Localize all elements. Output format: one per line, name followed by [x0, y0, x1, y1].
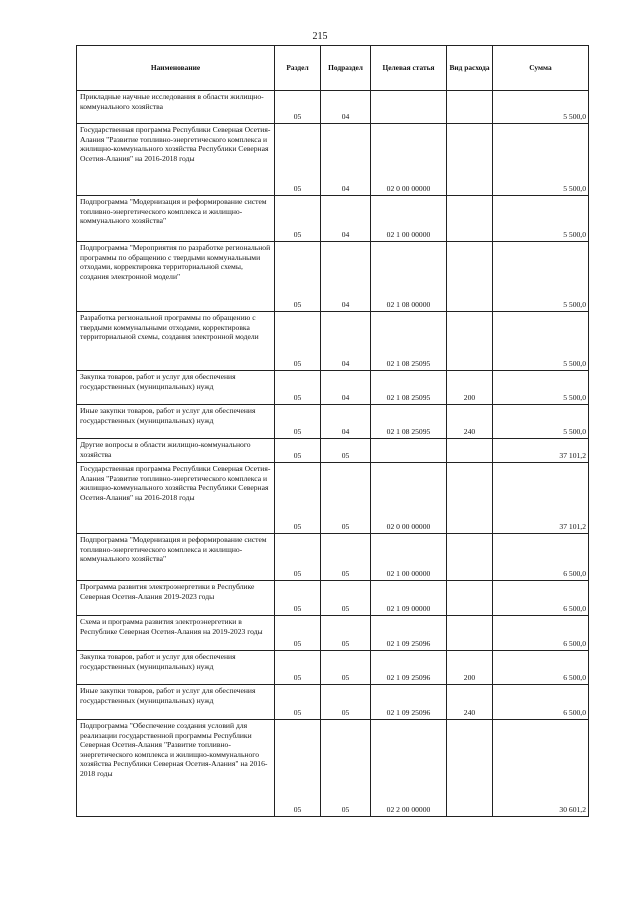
row-sum: 6 500,0 [493, 534, 589, 581]
row-sum: 37 101,2 [493, 439, 589, 463]
row-name: Государственная программа Республики Северная Осетия-Алания "Развитие топливно-энергетического комплекса и жилищно-коммунального хозяйства Республики Северная Осетия-Алания" на 2016-2018 годы [77, 463, 275, 534]
row-subsection: 05 [321, 685, 371, 720]
row-name: Закупка товаров, работ и услуг для обеспечения государственных (муниципальных) нужд [77, 651, 275, 685]
header-sum: Сумма [493, 46, 589, 91]
row-target: 02 1 08 25095 [371, 405, 447, 439]
row-sum: 6 500,0 [493, 616, 589, 651]
table-row [77, 242, 589, 312]
row-target: 02 1 08 00000 [371, 242, 447, 312]
row-sum: 30 601,2 [493, 720, 589, 817]
row-subsection: 05 [321, 534, 371, 581]
row-subsection: 04 [321, 405, 371, 439]
row-name: Подпрограмма "Модернизация и реформирование систем топливно-энергетического комплекса и жилищно-коммунального хозяйства" [77, 196, 275, 242]
row-section: 05 [275, 312, 321, 371]
row-sum: 5 500,0 [493, 405, 589, 439]
row-sum: 6 500,0 [493, 685, 589, 720]
row-name: Другие вопросы в области жилищно-коммунального хозяйства [77, 439, 275, 463]
table-row [77, 463, 589, 534]
row-expense-type: 200 [447, 371, 493, 405]
row-section: 05 [275, 463, 321, 534]
row-name: Подпрограмма "Мероприятия по разработке региональной программы по обращению с твердыми коммунальными отходами, корректировка территориальной схемы, создания электронной модели" [77, 242, 275, 312]
row-sum: 6 500,0 [493, 651, 589, 685]
row-name: Прикладные научные исследования в области жилищно-коммунального хозяйства [77, 91, 275, 124]
row-sum: 5 500,0 [493, 371, 589, 405]
row-expense-type [447, 581, 493, 616]
row-expense-type [447, 312, 493, 371]
row-target [371, 439, 447, 463]
row-expense-type [447, 439, 493, 463]
row-subsection: 05 [321, 651, 371, 685]
row-section: 05 [275, 124, 321, 196]
row-subsection: 05 [321, 439, 371, 463]
table-row [77, 616, 589, 651]
table-row [77, 685, 589, 720]
row-section: 05 [275, 439, 321, 463]
row-name: Программа развития электроэнергетики в Республике Северная Осетия-Алания 2019-2023 годы [77, 581, 275, 616]
row-sum: 5 500,0 [493, 196, 589, 242]
row-name: Иные закупки товаров, работ и услуг для обеспечения государственных (муниципальных) нужд [77, 685, 275, 720]
page-number: 215 [312, 31, 328, 42]
row-section: 05 [275, 196, 321, 242]
row-name: Закупка товаров, работ и услуг для обеспечения государственных (муниципальных) нужд [77, 371, 275, 405]
row-subsection: 05 [321, 616, 371, 651]
row-section: 05 [275, 616, 321, 651]
row-section: 05 [275, 534, 321, 581]
row-sum: 5 500,0 [493, 124, 589, 196]
table-row [77, 91, 589, 124]
row-target: 02 1 09 25096 [371, 651, 447, 685]
row-expense-type [447, 463, 493, 534]
table-row [77, 312, 589, 371]
row-target: 02 1 00 00000 [371, 196, 447, 242]
row-target: 02 0 00 00000 [371, 463, 447, 534]
header-name: Наименование [77, 46, 275, 91]
row-name: Государственная программа Республики Северная Осетия-Алания "Развитие топливно-энергетического комплекса и жилищно-коммунального хозяйства Республики Северная Осетия-Алания" на 2016-2018 годы [77, 124, 275, 196]
row-name: Иные закупки товаров, работ и услуг для обеспечения государственных (муниципальных) нужд [77, 405, 275, 439]
budget-table [76, 45, 589, 817]
row-expense-type [447, 534, 493, 581]
header-expense-type: Вид расхода [447, 46, 493, 91]
row-expense-type: 240 [447, 405, 493, 439]
row-section: 05 [275, 720, 321, 817]
row-target: 02 0 00 00000 [371, 124, 447, 196]
row-name: Разработка региональной программы по обращению с твердыми коммунальными отходами, корректировка территориальной схемы, создания электронной модели [77, 312, 275, 371]
row-target: 02 1 00 00000 [371, 534, 447, 581]
row-section: 05 [275, 405, 321, 439]
row-expense-type: 200 [447, 651, 493, 685]
row-section: 05 [275, 371, 321, 405]
row-subsection: 04 [321, 371, 371, 405]
row-sum: 6 500,0 [493, 581, 589, 616]
row-target: 02 1 09 00000 [371, 581, 447, 616]
table-header-row [77, 46, 589, 91]
table-row [77, 439, 589, 463]
row-name: Схема и программа развития электроэнергетики в Республике Северная Осетия-Алания на 2019-2023 годы [77, 616, 275, 651]
row-subsection: 04 [321, 196, 371, 242]
row-sum: 5 500,0 [493, 242, 589, 312]
row-section: 05 [275, 91, 321, 124]
row-section: 05 [275, 685, 321, 720]
header-section: Раздел [275, 46, 321, 91]
row-subsection: 04 [321, 91, 371, 124]
row-subsection: 05 [321, 463, 371, 534]
row-target: 02 2 00 00000 [371, 720, 447, 817]
row-target: 02 1 09 25096 [371, 616, 447, 651]
header-subsection: Подраздел [321, 46, 371, 91]
row-expense-type [447, 91, 493, 124]
row-sum: 37 101,2 [493, 463, 589, 534]
table-row [77, 651, 589, 685]
row-target: 02 1 08 25095 [371, 312, 447, 371]
row-sum: 5 500,0 [493, 91, 589, 124]
row-target: 02 1 09 25096 [371, 685, 447, 720]
table-row [77, 720, 589, 817]
row-name: Подпрограмма "Модернизация и реформирование систем топливно-энергетического комплекса и жилищно-коммунального хозяйства" [77, 534, 275, 581]
table-row [77, 371, 589, 405]
row-subsection: 04 [321, 242, 371, 312]
row-expense-type: 240 [447, 685, 493, 720]
row-subsection: 04 [321, 124, 371, 196]
table-row [77, 581, 589, 616]
table-row [77, 196, 589, 242]
row-expense-type [447, 124, 493, 196]
row-expense-type [447, 616, 493, 651]
row-target: 02 1 08 25095 [371, 371, 447, 405]
table-row [77, 534, 589, 581]
row-section: 05 [275, 651, 321, 685]
row-subsection: 04 [321, 312, 371, 371]
table-row [77, 405, 589, 439]
row-subsection: 05 [321, 720, 371, 817]
row-expense-type [447, 196, 493, 242]
row-section: 05 [275, 581, 321, 616]
row-section: 05 [275, 242, 321, 312]
row-sum: 5 500,0 [493, 312, 589, 371]
row-target [371, 91, 447, 124]
row-expense-type [447, 720, 493, 817]
row-expense-type [447, 242, 493, 312]
header-target: Целевая статья [371, 46, 447, 91]
row-name: Подпрограмма "Обеспечение создания условий для реализации государственной программы Республики Северная Осетия-Алания "Развитие топливно-энергетического комплекса и жилищно-коммунального хозяйства Республики Северная Осетия-Алания" на 2016-2018 годы [77, 720, 275, 817]
table-row [77, 124, 589, 196]
row-subsection: 05 [321, 581, 371, 616]
